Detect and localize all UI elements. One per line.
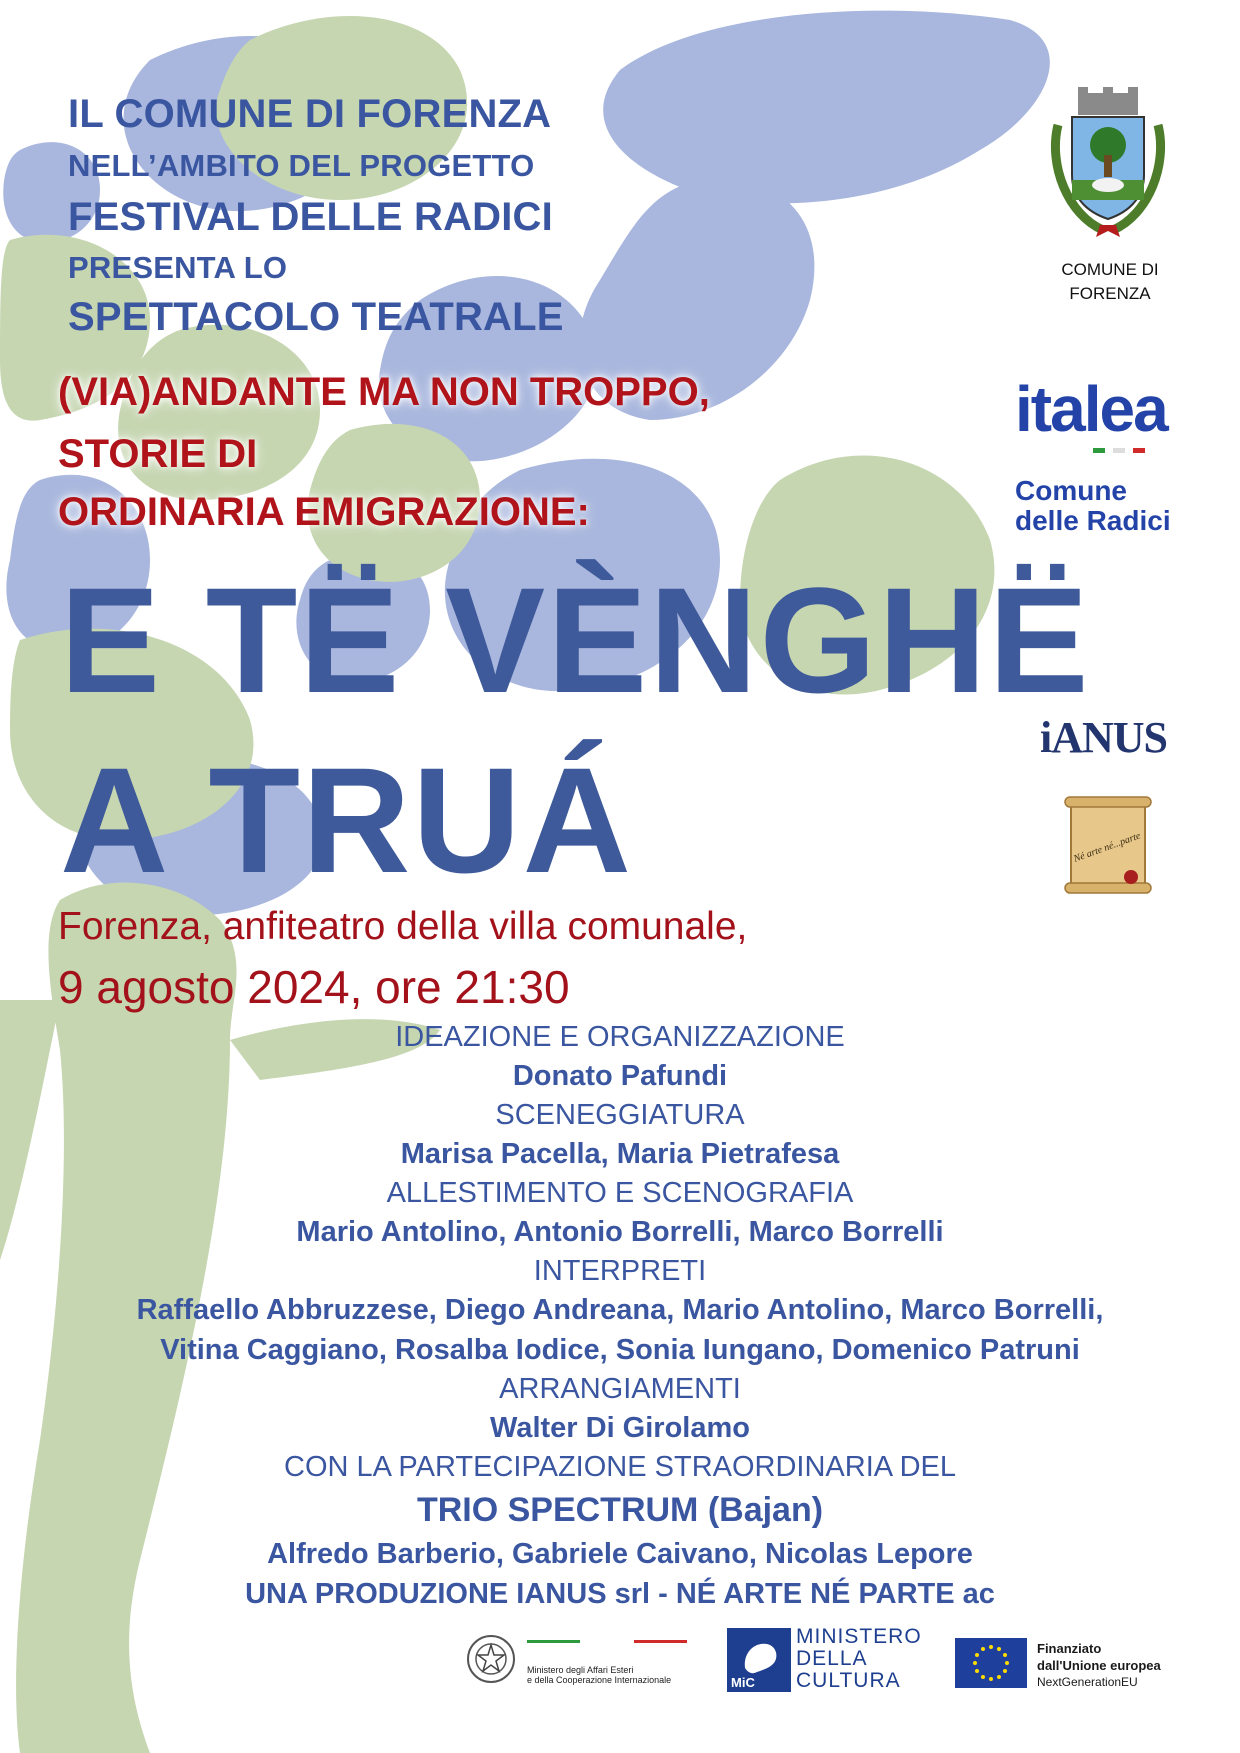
credit-name: Donato Pafundi [512,1060,728,1092]
production-line: UNA PRODUZIONE IANUS srl - NÉ ARTE NÉ PARTE ac [245,1578,995,1610]
venue-place: Forenza, anfiteatro della villa comunale, [58,905,748,948]
maeci-color-bar [527,1640,687,1643]
credit-role: ARRANGIAMENTI [499,1373,741,1405]
credit-role: CON LA PARTECIPAZIONE STRAORDINARIA DEL [284,1451,956,1483]
header-line-comune: IL COMUNE DI FORENZA [68,92,552,136]
scroll-text: Né arte né...parte [1072,830,1143,865]
italea-subtitle [1015,476,1171,536]
eu-flag-icon [955,1638,1027,1688]
subtitle-line-3: ORDINARIA EMIGRAZIONE: [58,490,590,534]
header-line-presenta: PRESENTA LO [68,250,288,285]
comune-label-line: FORENZA [1069,284,1151,303]
comune-label-line: COMUNE DI [1061,260,1159,279]
credit-name: Walter Di Girolamo [490,1412,750,1444]
mic-label-line: MINISTERO [796,1625,922,1648]
mic-badge-text: MiC [731,1675,755,1690]
credit-name: Raffaello Abbruzzese, Diego Andreana, Mario Antolino, Marco Borrelli, [136,1294,1104,1326]
credit-role: ALLESTIMENTO E SCENOGRAFIA [386,1177,854,1209]
italea-logo: italea [1015,373,1167,445]
subtitle-line-1: (VIA)ANDANTE MA NON TROPPO, [58,370,710,414]
main-title-line-2: A TRUÁ [60,736,634,904]
credit-name: Vitina Caggiano, Rosalba Iodice, Sonia Iungano, Domenico Patruni [160,1334,1080,1366]
maeci-logo [527,1640,697,1685]
eu-label-line: dall'Unione europea [1037,1658,1161,1673]
main-title-line-1: E TË VÈNGHË [60,556,1091,724]
credit-role: INTERPRETI [533,1255,707,1287]
credit-role: IDEAZIONE E ORGANIZZAZIONE [395,1021,845,1053]
credit-name: Mario Antolino, Antonio Borrelli, Marco Borrelli [296,1216,944,1248]
italea-subtitle-line: delle Radici [1015,505,1171,536]
credit-role: SCENEGGIATURA [495,1099,745,1131]
header-line-spettacolo: SPETTACOLO TEATRALE [68,295,564,339]
italea-subtitle-line: Comune [1015,475,1127,506]
mic-label-line: DELLA [796,1647,868,1670]
header-line-festival: FESTIVAL DELLE RADICI [68,195,553,239]
venue-datetime: 9 agosto 2024, ore 21:30 [58,961,570,1013]
header-line-ambito: NELL’AMBITO DEL PROGETTO [68,148,535,183]
credit-name: Alfredo Barberio, Gabriele Caivano, Nicolas Lepore [267,1538,973,1570]
trio-name: TRIO SPECTRUM (Bajan) [416,1491,824,1529]
mic-logo-badge [727,1628,791,1692]
maeci-label-line: Ministero degli Affari Esteri [527,1665,634,1675]
coat-of-arms-icon [1048,85,1168,240]
comune-label [1025,258,1195,306]
mic-label-line: CULTURA [796,1669,901,1692]
subtitle-line-2: STORIE DI [58,432,258,476]
credit-name: Marisa Pacella, Maria Pietrafesa [400,1138,840,1170]
mic-label [796,1626,922,1692]
eu-label [1037,1640,1161,1691]
eu-label-line: Finanziato [1037,1641,1102,1656]
eu-label-line: NextGenerationEU [1037,1675,1138,1689]
italian-republic-emblem-icon [465,1633,517,1685]
maeci-label-line: e della Cooperazione Internazionale [527,1675,672,1685]
scroll-logo-icon [1063,795,1153,895]
credits-block [60,1018,1180,1614]
italian-flag-dashes-icon [1093,448,1145,456]
ianus-logo: iANUS [1040,713,1168,762]
